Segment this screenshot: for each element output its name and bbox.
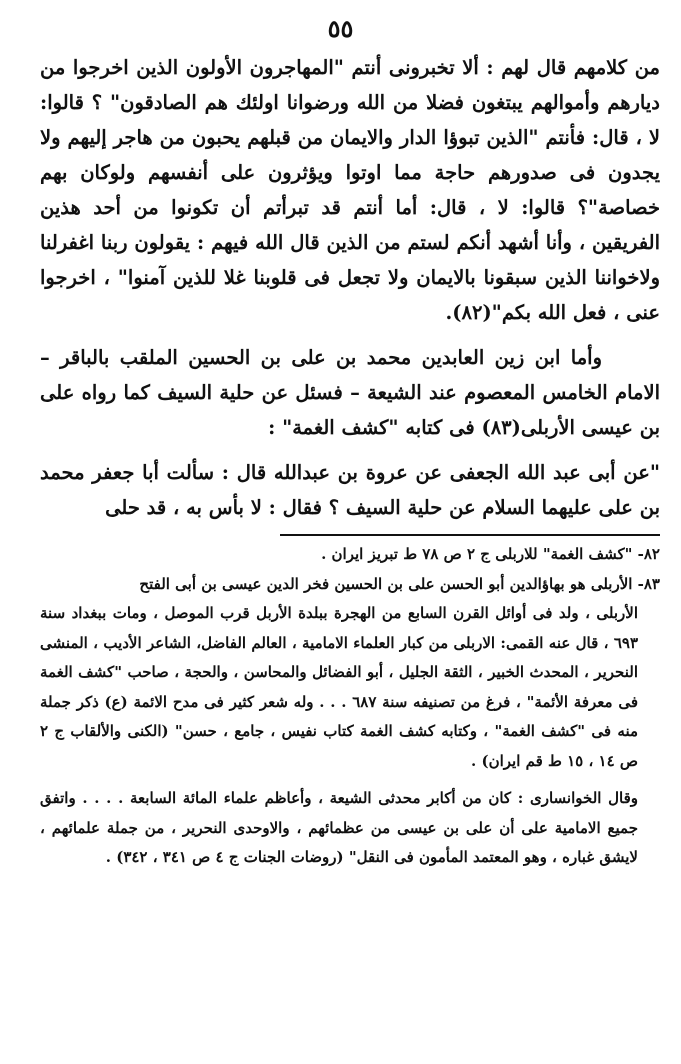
page-number: ٥٥ [327, 14, 354, 43]
footnote-divider [280, 534, 660, 536]
footnote-83-continuation: الأربلى ، ولد فى أوائل القرن السابع من الهجرة ببلدة الأربل قرب الموصل ، ومات ببغداد سنة ٦٩٣ ، قال عنه القمى: الاربلى من كبار العلماء الامامية ، العالم الفاضل، الشاعر الأديب ، المنشى النحرير ، المحدث الخبير ، الثقة الجليل ، أبو الفضائل والمحاسن ، والحجة ، صاحب "كشف الغمة فى معرفة الأئمة" ، فرغ من تصنيفه سنة ٦٨٧ . . . وله شعر كثير فى مدح الائمة (ع) ذكر جملة منه فى "كشف الغمة" ، وكتابه كشف الغمة كتاب نفيس ، جامع ، حسن" (الكنى والألقاب ج ٢ ص ١٤ ، ١٥ ط قم ايران) . [40, 604, 638, 770]
main-body-text [40, 50, 660, 525]
footnote-82: ٨٢- "كشف الغمة" للاربلى ج ٢ ص ٧٨ ط تبريز ايران . [321, 545, 660, 563]
footnote-83-first-line: ٨٣- الأربلى هو بهاؤالدين أبو الحسن على بن الحسين فخر الدين عيسى بن أبى الفتح [139, 574, 660, 593]
paragraph-quotation: "عن أبى عبد الله الجعفى عن عروة بن عبدالله قال : سألت أبا جعفر محمد بن على عليهما السلام عن حلية السيف ؟ فقال : لا بأس به ، قد حلى [40, 461, 660, 519]
paragraph-al-baqir: وأما ابن زين العابدين محمد بن على بن الحسين الملقب بالباقر – الامام الخامس المعصوم عند الشيعة – فسئل عن حلية السيف كما رواه على بن عيسى الأربلى(٨٣) فى كتابه "كشف الغمة" : [40, 346, 660, 439]
footnotes-section [40, 540, 660, 873]
paragraph-quran-dialogue: من كلامهم قال لهم : ألا تخبرونى أنتم "المهاجرون الأولون الذين اخرجوا من ديارهم وأموالهم يبتغون فضلا من الله ورضوانا اولئك هم الصادقون" ؟ قالوا: لا ، قال: فأنتم "الذين تبوؤا الدار والايمان من قبلهم يحبون من هاجر إليهم ولا يجدون فى صدورهم حاجة مما اوتوا ويؤثرون على أنفسهم ولوكان بهم خصاصة"؟ قالوا: لا ، قال: أما أنتم قد تبرأتم أن تكونوا من أحد هذين الفريقين ، وأنا أشهد أنكم لستم من الذين قال الله فيهم : يقولون ربنا اغفرلنا ولاخواننا الذين سبقونا بالايمان ولا تجعل فى قلوبنا غلا للذين آمنوا" ، اخرجوا عنى ، فعل الله بكم"(٨٢). [40, 56, 660, 324]
footnote-83-khwansari: وقال الخوانسارى : كان من أكابر محدثى الشيعة ، وأعاظم علماء المائة السابعة . . . . واتفق جميع الامامية على أن على بن عيسى من عظمائهم ، والاوحدى النحرير ، من جملة علمائهم ، لايشق غباره ، وهو المعتمد المأمون فى النقل" (روضات الجنات ج ٤ ص ٣٤١ ، ٣٤٢) . [40, 789, 638, 866]
